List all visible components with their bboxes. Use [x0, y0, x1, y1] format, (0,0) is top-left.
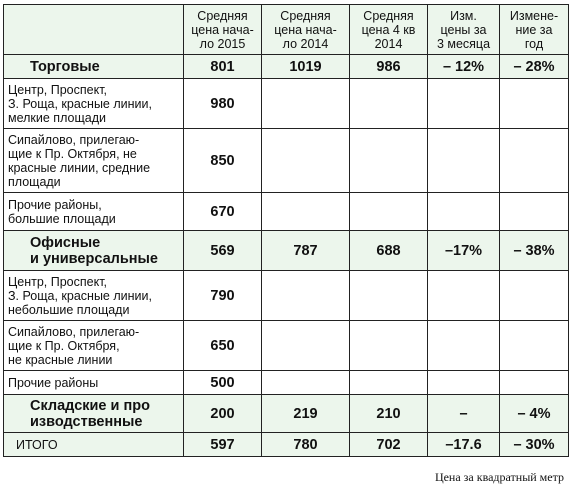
cell-change-year: – 4% [500, 395, 569, 433]
table-row-subcategory [4, 321, 569, 371]
cell-empty [262, 271, 350, 321]
cell-empty [350, 79, 428, 129]
row-label: Торговые [4, 55, 184, 79]
cell-change-year: – 30% [500, 433, 569, 457]
cell-change-3m: –17.6 [428, 433, 500, 457]
cell-empty [262, 79, 350, 129]
cell-change-3m: – 12% [428, 55, 500, 79]
footnote: Цена за квадратный метр [434, 470, 564, 484]
cell-price-2014: 1019 [262, 55, 350, 79]
row-label: Центр, Проспект, З. Роща, красные линии, небольшие площади [4, 271, 184, 321]
table-row-subcategory [4, 129, 569, 193]
cell-empty [500, 193, 569, 231]
cell-empty [428, 371, 500, 395]
header-cell-price-2015: Средняя цена нача- ло 2015 [184, 5, 262, 55]
cell-empty [500, 271, 569, 321]
cell-price-2015: 980 [184, 79, 262, 129]
cell-price-2015: 569 [184, 231, 262, 271]
cell-change-year: – 28% [500, 55, 569, 79]
row-label: Центр, Проспект, З. Роща, красные линии, мелкие площади [4, 79, 184, 129]
cell-price-2015: 500 [184, 371, 262, 395]
cell-price-2014: 787 [262, 231, 350, 271]
table-row-category [4, 395, 569, 433]
cell-price-q4-2014: 210 [350, 395, 428, 433]
cell-price-2015: 850 [184, 129, 262, 193]
cell-price-2015: 670 [184, 193, 262, 231]
cell-change-year: – 38% [500, 231, 569, 271]
cell-price-2015: 801 [184, 55, 262, 79]
table-row-category [4, 55, 569, 79]
cell-price-2015: 790 [184, 271, 262, 321]
cell-price-q4-2014: 702 [350, 433, 428, 457]
row-label: Сипайлово, прилегаю- щие к Пр. Октября, не красные линии [4, 321, 184, 371]
cell-price-q4-2014: 688 [350, 231, 428, 271]
table-row-subcategory [4, 271, 569, 321]
row-label: Складские и про изводственные [4, 395, 184, 433]
row-label: ИТОГО [4, 433, 184, 457]
row-label: Сипайлово, прилегаю- щие к Пр. Октября, не красные линии, средние площади [4, 129, 184, 193]
row-label: Офисные и универсальные [4, 231, 184, 271]
cell-empty [262, 371, 350, 395]
table-row-subcategory [4, 193, 569, 231]
cell-empty [262, 129, 350, 193]
header-cell-price-2014: Средняя цена нача- ло 2014 [262, 5, 350, 55]
cell-empty [428, 129, 500, 193]
cell-empty [350, 321, 428, 371]
price-table-container [3, 4, 569, 457]
cell-change-3m: – [428, 395, 500, 433]
header-cell-price-q4-2014: Средняя цена 4 кв 2014 [350, 5, 428, 55]
cell-price-2014: 780 [262, 433, 350, 457]
cell-empty [350, 271, 428, 321]
row-label: Прочие районы [4, 371, 184, 395]
row-label: Прочие районы, большие площади [4, 193, 184, 231]
table-row-subcategory [4, 371, 569, 395]
cell-empty [428, 193, 500, 231]
cell-empty [500, 321, 569, 371]
price-table [3, 4, 569, 457]
cell-empty [262, 193, 350, 231]
cell-empty [428, 321, 500, 371]
header-row [4, 5, 569, 55]
cell-empty [500, 79, 569, 129]
cell-price-2014: 219 [262, 395, 350, 433]
cell-empty [500, 371, 569, 395]
cell-empty [350, 371, 428, 395]
table-row-total [4, 433, 569, 457]
header-cell-change-3m: Изм. цены за 3 месяца [428, 5, 500, 55]
cell-change-3m: –17% [428, 231, 500, 271]
header-cell-change-year: Измене- ние за год [500, 5, 569, 55]
table-row-category [4, 231, 569, 271]
cell-price-2015: 650 [184, 321, 262, 371]
cell-price-2015: 200 [184, 395, 262, 433]
cell-empty [500, 129, 569, 193]
cell-empty [428, 271, 500, 321]
cell-empty [262, 321, 350, 371]
cell-empty [350, 129, 428, 193]
cell-price-2015: 597 [184, 433, 262, 457]
cell-empty [428, 79, 500, 129]
table-row-subcategory [4, 79, 569, 129]
header-cell-empty [4, 5, 184, 55]
cell-empty [350, 193, 428, 231]
cell-price-q4-2014: 986 [350, 55, 428, 79]
